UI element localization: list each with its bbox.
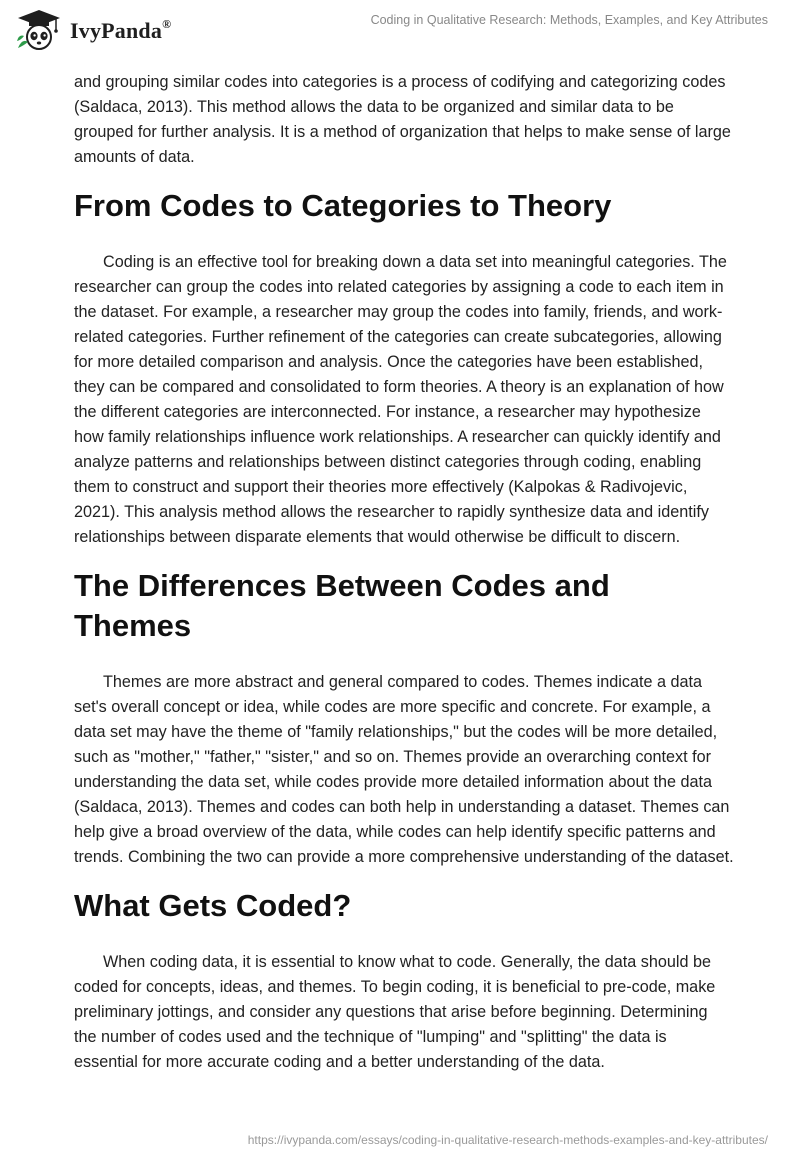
source-url[interactable]: https://ivypanda.com/essays/coding-in-qualitative-research-methods-examples-and-key-attributes/ <box>247 1133 768 1147</box>
registered-mark: ® <box>162 16 172 31</box>
section-paragraph: Coding is an effective tool for breaking down a data set into meaningful categories. The researcher can group the codes into related categories by assigning a code to each item in the dataset. For example, a researcher may group the codes into family, friends, and work-related categories. Further refinement of the categories can create subcategories, allowing for more detailed comparison and analysis. Once the categories have been established, they can be compared and consolidated to form theories. A theory is an explanation of how the different categories are interconnected. For instance, a researcher may hypothesize how family relationships influence work relationships. A researcher can quickly identify and analyze patterns and relationships between distinct categories through coding, enabling them to construct and support their theories more effectively (Kalpokas & Radivojevic, 2021). This analysis method allows the researcher to rapidly synthesize data and identify relationships between disparate elements that would otherwise be difficult to discern. <box>74 253 727 546</box>
section-heading: What Gets Coded? <box>74 888 352 923</box>
section-heading: The Differences Between Codes and Themes <box>74 568 610 643</box>
essay-body <box>74 70 734 1075</box>
ivypanda-logo[interactable] <box>14 8 171 52</box>
section-paragraph: Themes are more abstract and general compared to codes. Themes indicate a data set's overall concept or idea, while codes are more specific and concrete. For example, a data set may have the theme of "family relationships," but the codes will be more detailed, such as "mother," "father," "sister," and so on. Themes provide an overarching context for understanding the data set, while codes provide more detailed information about the data (Saldaca, 2013). Themes and codes can both help in understanding a dataset. Themes can help give a broad overview of the data, while codes can help identify specific patterns and trends. Combining the two can provide a more comprehensive understanding of the dataset. <box>74 673 734 866</box>
brand-name: IvyPanda® <box>70 16 172 43</box>
intro-paragraph: and grouping similar codes into categories is a process of codifying and categorizing codes (Saldaca, 2013). This method allows the data to be organized and similar data to be grouped for further analysis. It is a method of organization that helps to make sense of large amounts of data. <box>74 73 731 166</box>
section-paragraph: When coding data, it is essential to know what to code. Generally, the data should be coded for concepts, ideas, and themes. To begin coding, it is beneficial to pre-code, make preliminary jottings, and consider any questions that arise before beginning. Determining the number of codes used and the technique of "lumping" and "splitting" the data is essential for more accurate coding and a better understanding of the data. <box>74 953 716 1071</box>
panda-graduate-icon <box>14 8 64 52</box>
document-title: Coding in Qualitative Research: Methods, Examples, and Key Attributes <box>370 13 768 27</box>
section-heading: From Codes to Categories to Theory <box>74 188 612 223</box>
page-header <box>0 0 800 60</box>
